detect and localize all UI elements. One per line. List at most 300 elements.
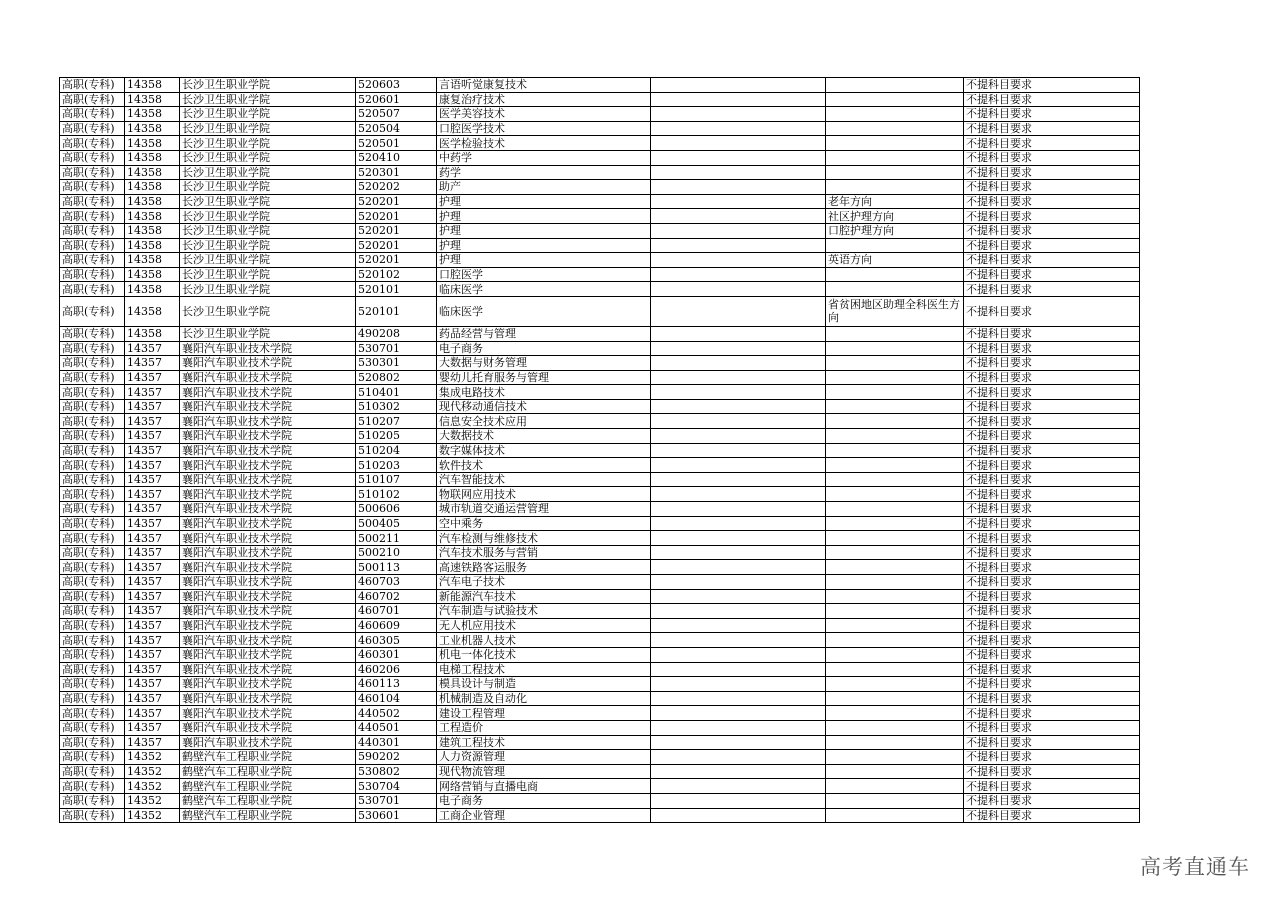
subject-requirement-cell: 不提科目要求 [964,472,1140,487]
remark-cell [651,808,826,823]
remark-cell [651,341,826,356]
level-cell: 高职(专科) [60,209,125,224]
school-code-cell: 14357 [125,735,180,750]
school-code-cell: 14357 [125,516,180,531]
school-name-cell: 长沙卫生职业学院 [180,78,356,93]
table-row [60,253,1140,268]
major-name-cell: 药品经营与管理 [437,326,651,341]
direction-cell [826,779,964,794]
school-code-cell: 14357 [125,720,180,735]
level-cell: 高职(专科) [60,326,125,341]
table-row [60,502,1140,517]
remark-cell [651,735,826,750]
subject-requirement-cell: 不提科目要求 [964,691,1140,706]
major-name-cell: 建设工程管理 [437,706,651,721]
level-cell: 高职(专科) [60,282,125,297]
school-name-cell: 襄阳汽车职业技术学院 [180,341,356,356]
major-name-cell: 言语听觉康复技术 [437,78,651,93]
school-code-cell: 14357 [125,487,180,502]
major-code-cell: 520601 [356,92,437,107]
remark-cell [651,516,826,531]
school-code-cell: 14357 [125,385,180,400]
direction-cell [826,326,964,341]
school-name-cell: 襄阳汽车职业技术学院 [180,458,356,473]
school-code-cell: 14357 [125,647,180,662]
level-cell: 高职(专科) [60,253,125,268]
subject-requirement-cell: 不提科目要求 [964,92,1140,107]
subject-requirement-cell: 不提科目要求 [964,516,1140,531]
major-name-cell: 汽车电子技术 [437,575,651,590]
school-name-cell: 长沙卫生职业学院 [180,223,356,238]
direction-cell: 老年方向 [826,194,964,209]
major-name-cell: 口腔医学 [437,267,651,282]
major-code-cell: 510107 [356,472,437,487]
table-row [60,78,1140,93]
remark-cell [651,545,826,560]
major-code-cell: 530704 [356,779,437,794]
subject-requirement-cell: 不提科目要求 [964,414,1140,429]
major-name-cell: 模具设计与制造 [437,677,651,692]
remark-cell [651,165,826,180]
table-row [60,165,1140,180]
level-cell: 高职(专科) [60,502,125,517]
subject-requirement-cell: 不提科目要求 [964,545,1140,560]
level-cell: 高职(专科) [60,560,125,575]
subject-requirement-cell: 不提科目要求 [964,267,1140,282]
major-code-cell: 490208 [356,326,437,341]
table-row [60,209,1140,224]
direction-cell [826,560,964,575]
school-name-cell: 长沙卫生职业学院 [180,121,356,136]
major-code-cell: 460206 [356,662,437,677]
table-row [60,223,1140,238]
school-code-cell: 14357 [125,691,180,706]
school-code-cell: 14357 [125,341,180,356]
subject-requirement-cell: 不提科目要求 [964,589,1140,604]
table-row [60,121,1140,136]
direction-cell [826,618,964,633]
table-row [60,92,1140,107]
remark-cell [651,502,826,517]
table-row [60,414,1140,429]
table-row [60,150,1140,165]
subject-requirement-cell: 不提科目要求 [964,370,1140,385]
table-row [60,385,1140,400]
remark-cell [651,458,826,473]
school-code-cell: 14357 [125,545,180,560]
direction-cell [826,575,964,590]
school-name-cell: 襄阳汽车职业技术学院 [180,677,356,692]
subject-requirement-cell: 不提科目要求 [964,296,1140,326]
remark-cell [651,793,826,808]
subject-requirement-cell: 不提科目要求 [964,180,1140,195]
school-name-cell: 长沙卫生职业学院 [180,194,356,209]
school-code-cell: 14358 [125,136,180,151]
major-code-cell: 460305 [356,633,437,648]
level-cell: 高职(专科) [60,165,125,180]
major-name-cell: 工商企业管理 [437,808,651,823]
level-cell: 高职(专科) [60,720,125,735]
school-name-cell: 襄阳汽车职业技术学院 [180,414,356,429]
school-name-cell: 襄阳汽车职业技术学院 [180,706,356,721]
remark-cell [651,136,826,151]
level-cell: 高职(专科) [60,356,125,371]
school-name-cell: 长沙卫生职业学院 [180,107,356,122]
direction-cell [826,107,964,122]
major-code-cell: 460701 [356,604,437,619]
major-code-cell: 520802 [356,370,437,385]
remark-cell [651,267,826,282]
level-cell: 高职(专科) [60,267,125,282]
subject-requirement-cell: 不提科目要求 [964,647,1140,662]
major-name-cell: 机电一体化技术 [437,647,651,662]
remark-cell [651,764,826,779]
major-code-cell: 520201 [356,209,437,224]
level-cell: 高职(专科) [60,589,125,604]
subject-requirement-cell: 不提科目要求 [964,326,1140,341]
major-code-cell: 520201 [356,223,437,238]
table-row [60,341,1140,356]
subject-requirement-cell: 不提科目要求 [964,443,1140,458]
remark-cell [651,180,826,195]
major-name-cell: 护理 [437,223,651,238]
major-name-cell: 汽车检测与维修技术 [437,531,651,546]
school-name-cell: 襄阳汽车职业技术学院 [180,399,356,414]
school-code-cell: 14357 [125,414,180,429]
major-code-cell: 510204 [356,443,437,458]
school-name-cell: 襄阳汽车职业技术学院 [180,502,356,517]
level-cell: 高职(专科) [60,750,125,765]
school-name-cell: 襄阳汽车职业技术学院 [180,429,356,444]
school-code-cell: 14352 [125,793,180,808]
direction-cell [826,487,964,502]
table-row [60,604,1140,619]
major-code-cell: 530802 [356,764,437,779]
major-name-cell: 空中乘务 [437,516,651,531]
major-name-cell: 医学美容技术 [437,107,651,122]
table-row [60,238,1140,253]
table-row [60,764,1140,779]
major-code-cell: 520501 [356,136,437,151]
level-cell: 高职(专科) [60,706,125,721]
direction-cell [826,429,964,444]
level-cell: 高职(专科) [60,370,125,385]
subject-requirement-cell: 不提科目要求 [964,575,1140,590]
school-code-cell: 14358 [125,253,180,268]
major-code-cell: 520301 [356,165,437,180]
school-code-cell: 14358 [125,238,180,253]
major-code-cell: 520603 [356,78,437,93]
school-code-cell: 14358 [125,180,180,195]
direction-cell [826,136,964,151]
major-code-cell: 440501 [356,720,437,735]
level-cell: 高职(专科) [60,575,125,590]
table-row [60,575,1140,590]
school-name-cell: 襄阳汽车职业技术学院 [180,691,356,706]
school-name-cell: 襄阳汽车职业技术学院 [180,443,356,458]
school-name-cell: 襄阳汽车职业技术学院 [180,633,356,648]
admission-requirements-table [59,77,1140,823]
major-name-cell: 中药学 [437,150,651,165]
direction-cell [826,399,964,414]
major-name-cell: 药学 [437,165,651,180]
table-row [60,531,1140,546]
major-name-cell: 高速铁路客运服务 [437,560,651,575]
subject-requirement-cell: 不提科目要求 [964,399,1140,414]
subject-requirement-cell: 不提科目要求 [964,487,1140,502]
subject-requirement-cell: 不提科目要求 [964,604,1140,619]
major-name-cell: 护理 [437,209,651,224]
major-name-cell: 临床医学 [437,282,651,297]
table-row [60,296,1140,326]
school-name-cell: 长沙卫生职业学院 [180,136,356,151]
direction-cell [826,385,964,400]
remark-cell [651,604,826,619]
direction-cell: 社区护理方向 [826,209,964,224]
major-name-cell: 集成电路技术 [437,385,651,400]
remark-cell [651,107,826,122]
level-cell: 高职(专科) [60,92,125,107]
subject-requirement-cell: 不提科目要求 [964,341,1140,356]
watermark-logo-text: 高考直通车 [1140,855,1250,879]
level-cell: 高职(专科) [60,531,125,546]
remark-cell [651,282,826,297]
direction-cell: 省贫困地区助理全科医生方向 [826,296,964,326]
subject-requirement-cell: 不提科目要求 [964,121,1140,136]
level-cell: 高职(专科) [60,136,125,151]
major-name-cell: 无人机应用技术 [437,618,651,633]
major-name-cell: 医学检验技术 [437,136,651,151]
subject-requirement-cell: 不提科目要求 [964,429,1140,444]
school-name-cell: 襄阳汽车职业技术学院 [180,618,356,633]
direction-cell [826,150,964,165]
direction-cell [826,516,964,531]
school-code-cell: 14357 [125,399,180,414]
table-row [60,487,1140,502]
subject-requirement-cell: 不提科目要求 [964,720,1140,735]
level-cell: 高职(专科) [60,429,125,444]
level-cell: 高职(专科) [60,150,125,165]
level-cell: 高职(专科) [60,633,125,648]
school-code-cell: 14357 [125,604,180,619]
major-name-cell: 工程造价 [437,720,651,735]
subject-requirement-cell: 不提科目要求 [964,282,1140,297]
remark-cell [651,750,826,765]
remark-cell [651,121,826,136]
major-code-cell: 530601 [356,808,437,823]
school-code-cell: 14358 [125,107,180,122]
direction-cell: 口腔护理方向 [826,223,964,238]
major-name-cell: 汽车智能技术 [437,472,651,487]
major-code-cell: 530701 [356,341,437,356]
remark-cell [651,487,826,502]
table-row [60,458,1140,473]
school-name-cell: 长沙卫生职业学院 [180,165,356,180]
level-cell: 高职(专科) [60,604,125,619]
level-cell: 高职(专科) [60,399,125,414]
major-code-cell: 520202 [356,180,437,195]
direction-cell [826,691,964,706]
major-code-cell: 440301 [356,735,437,750]
major-name-cell: 康复治疗技术 [437,92,651,107]
school-name-cell: 襄阳汽车职业技术学院 [180,356,356,371]
level-cell: 高职(专科) [60,793,125,808]
major-code-cell: 460113 [356,677,437,692]
subject-requirement-cell: 不提科目要求 [964,223,1140,238]
major-name-cell: 现代移动通信技术 [437,399,651,414]
table-row [60,720,1140,735]
school-name-cell: 襄阳汽车职业技术学院 [180,531,356,546]
remark-cell [651,209,826,224]
major-code-cell: 520101 [356,296,437,326]
level-cell: 高职(专科) [60,443,125,458]
major-code-cell: 520201 [356,253,437,268]
table-row [60,267,1140,282]
level-cell: 高职(专科) [60,647,125,662]
school-code-cell: 14358 [125,223,180,238]
remark-cell [651,691,826,706]
direction-cell [826,662,964,677]
subject-requirement-cell: 不提科目要求 [964,764,1140,779]
major-code-cell: 510102 [356,487,437,502]
table-row [60,180,1140,195]
major-code-cell: 500606 [356,502,437,517]
major-code-cell: 510205 [356,429,437,444]
direction-cell [826,121,964,136]
subject-requirement-cell: 不提科目要求 [964,677,1140,692]
school-code-cell: 14357 [125,429,180,444]
school-code-cell: 14352 [125,808,180,823]
school-code-cell: 14357 [125,560,180,575]
subject-requirement-cell: 不提科目要求 [964,633,1140,648]
major-name-cell: 护理 [437,238,651,253]
table-body [60,78,1140,823]
direction-cell [826,180,964,195]
school-name-cell: 鹤壁汽车工程职业学院 [180,750,356,765]
school-code-cell: 14357 [125,575,180,590]
major-name-cell: 护理 [437,194,651,209]
subject-requirement-cell: 不提科目要求 [964,458,1140,473]
remark-cell [651,92,826,107]
table-row [60,560,1140,575]
table-row [60,735,1140,750]
subject-requirement-cell: 不提科目要求 [964,735,1140,750]
major-name-cell: 汽车技术服务与营销 [437,545,651,560]
school-code-cell: 14358 [125,165,180,180]
level-cell: 高职(专科) [60,764,125,779]
table-row [60,136,1140,151]
direction-cell [826,808,964,823]
school-name-cell: 襄阳汽车职业技术学院 [180,545,356,560]
level-cell: 高职(专科) [60,223,125,238]
table-row [60,618,1140,633]
major-code-cell: 520102 [356,267,437,282]
subject-requirement-cell: 不提科目要求 [964,750,1140,765]
table-row [60,472,1140,487]
table-row [60,107,1140,122]
direction-cell: 英语方向 [826,253,964,268]
remark-cell [651,647,826,662]
school-name-cell: 长沙卫生职业学院 [180,180,356,195]
school-name-cell: 襄阳汽车职业技术学院 [180,370,356,385]
level-cell: 高职(专科) [60,472,125,487]
school-name-cell: 襄阳汽车职业技术学院 [180,735,356,750]
level-cell: 高职(专科) [60,779,125,794]
direction-cell [826,706,964,721]
remark-cell [651,194,826,209]
major-name-cell: 护理 [437,253,651,268]
direction-cell [826,677,964,692]
direction-cell [826,414,964,429]
direction-cell [826,531,964,546]
remark-cell [651,575,826,590]
direction-cell [826,92,964,107]
table-row [60,429,1140,444]
level-cell: 高职(专科) [60,808,125,823]
level-cell: 高职(专科) [60,194,125,209]
school-name-cell: 襄阳汽车职业技术学院 [180,472,356,487]
major-code-cell: 460609 [356,618,437,633]
school-code-cell: 14357 [125,502,180,517]
level-cell: 高职(专科) [60,107,125,122]
school-name-cell: 长沙卫生职业学院 [180,267,356,282]
table-row [60,750,1140,765]
table-row [60,356,1140,371]
major-code-cell: 520507 [356,107,437,122]
subject-requirement-cell: 不提科目要求 [964,107,1140,122]
level-cell: 高职(专科) [60,121,125,136]
direction-cell [826,793,964,808]
table-row [60,399,1140,414]
remark-cell [651,443,826,458]
level-cell: 高职(专科) [60,341,125,356]
major-code-cell: 510302 [356,399,437,414]
major-code-cell: 500405 [356,516,437,531]
major-name-cell: 临床医学 [437,296,651,326]
major-code-cell: 460301 [356,647,437,662]
school-code-cell: 14358 [125,121,180,136]
level-cell: 高职(专科) [60,296,125,326]
direction-cell [826,750,964,765]
school-code-cell: 14357 [125,662,180,677]
major-code-cell: 510401 [356,385,437,400]
school-code-cell: 14358 [125,296,180,326]
table-row [60,808,1140,823]
direction-cell [826,589,964,604]
table-row [60,677,1140,692]
major-name-cell: 机械制造及自动化 [437,691,651,706]
direction-cell [826,633,964,648]
remark-cell [651,633,826,648]
direction-cell [826,764,964,779]
school-code-cell: 14357 [125,370,180,385]
school-name-cell: 襄阳汽车职业技术学院 [180,385,356,400]
remark-cell [651,296,826,326]
remark-cell [651,589,826,604]
major-code-cell: 530301 [356,356,437,371]
remark-cell [651,253,826,268]
subject-requirement-cell: 不提科目要求 [964,779,1140,794]
major-name-cell: 电子商务 [437,341,651,356]
direction-cell [826,341,964,356]
remark-cell [651,78,826,93]
major-name-cell: 数字媒体技术 [437,443,651,458]
school-name-cell: 襄阳汽车职业技术学院 [180,575,356,590]
school-code-cell: 14358 [125,326,180,341]
subject-requirement-cell: 不提科目要求 [964,136,1140,151]
major-name-cell: 信息安全技术应用 [437,414,651,429]
major-code-cell: 500113 [356,560,437,575]
